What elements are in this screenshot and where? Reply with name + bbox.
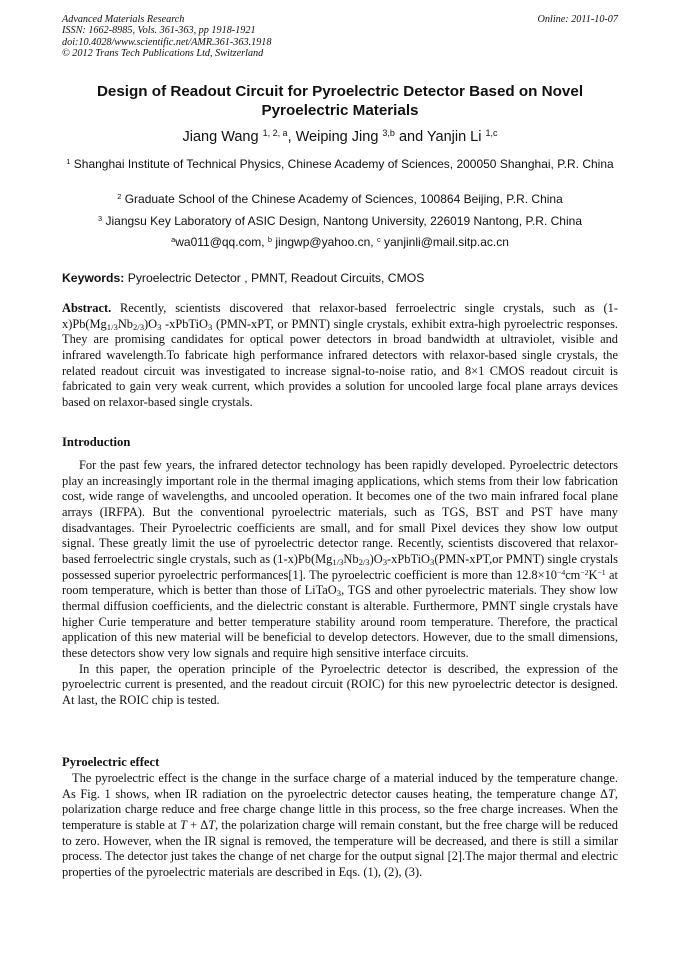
- email-link[interactable]: wa011@qq.com,: [175, 235, 268, 249]
- abstract-label: Abstract.: [62, 301, 112, 315]
- paper-title: Design of Readout Circuit for Pyroelectric Detector Based on Novel Pyroelectric Materials: [96, 83, 584, 119]
- paragraph-text: )O: [369, 551, 383, 566]
- abstract-text: (PMN-xPT, or PMNT) single crystals, exhibit extra-high pyroelectric responses. They are promising candidates for optical power detectors in broad bandwidth at ultraviolet, visible and infrared wavelength.To fabricate high performance infrared detectors with relaxor-based single crystals, the related readout circuit was investigated to increase signal-to-noise ratio, and 8×1 CMOS readout circuit is fabricated to gain very weak current, which provides a solution for uncooled large focal plane arrays devices based on relaxor-based single crystals.: [62, 316, 619, 409]
- paragraph-text: For the past few years, the infrared detector technology has been rapidly developed. Pyroelectric detectors play an increasingly important role in the thermal imaging applications, which stems from their low fabrication cost, wide range of wavelengths, and uncooled operation. It becomes one of the two main infrared focal plane arrays (IRFPA). But the conventional pyroelectric materials, such as TGS, BST and PST have many disadvantages. Their Pyroelectric coefficients are small, and for small Pixel devices they show low output signal. These greatly limit the use of pyroelectric detector range. Recently, scientists discovered that relaxor-based ferroelectric single crystals, such as (1-x)Pb(Mg: [62, 458, 618, 566]
- paragraph-text: -xPbTiO: [387, 551, 430, 566]
- paragraph-text: at room temperature, which is better than those of LiTaO: [62, 567, 619, 598]
- introduction-body: [62, 458, 618, 709]
- author-separator: ,: [287, 129, 296, 145]
- pyroelectric-effect-body: [62, 771, 618, 881]
- paragraph-text: K: [588, 567, 598, 582]
- keywords-label: Keywords:: [62, 271, 125, 285]
- subscript: 1/3: [106, 321, 118, 332]
- author-separator: and: [394, 129, 427, 145]
- abstract-text: Nb: [117, 316, 133, 331]
- online-date: Online: 2011-10-07: [537, 14, 618, 25]
- paragraph-text: (PMN-xPT,or PMNT) single crystals possessed superior pyroelectric performances[1]. The pyroelectric coefficient is more than 12.8×10: [62, 551, 618, 582]
- paragraph-text: The pyroelectric effect is the change in the surface charge of a material induced by the temperature change. As Fig. 1 shows, when IR radiation on the pyroelectric detector causes heating, the temperature change Δ: [62, 771, 618, 801]
- paragraph-text: , TGS and other pyroelectric materials. They show low thermal diffusion coefficients, and the dielectric constant is alterable. Furthermore, PMNT single crystals have higher Curie temperature and better temperature stability around room temperature. Therefore, the practical application of this new material will be beneficial to develop detectors. However, due to the small dimensions, these detectors show very low signals and require high sensitive interface circuits.: [62, 583, 618, 660]
- affiliation-3: [66, 214, 614, 230]
- paragraph-text: , the polarization charge will remain constant, but the free charge will be reduced to zero. However, when the IR signal is removed, the temperature will be decreased, and there is still a similar process. The detector just takes the change of net charge for the output signal [2].The major thermal and electric properties of the pyroelectric materials are described in Eqs. (1), (2), (3).: [62, 817, 619, 879]
- subscript: 3: [157, 321, 162, 332]
- abstract: [62, 301, 618, 411]
- copyright-line: © 2012 Trans Tech Publications Ltd, Switzerland: [62, 47, 264, 59]
- email-line: [66, 235, 614, 251]
- affiliation-text: Jiangsu Key Laboratory of ASIC Design, Nantong University, 226019 Nantong, P.R. China: [105, 214, 582, 228]
- superscript: −4: [557, 567, 566, 577]
- variable-t: T: [607, 786, 615, 801]
- variable-t: T: [208, 817, 216, 832]
- subscript: 3: [208, 321, 213, 332]
- subscript: 3: [382, 557, 388, 568]
- journal-name: Advanced Materials Research: [62, 14, 185, 25]
- subscript: 1/3: [332, 557, 344, 568]
- affiliation-2: [66, 192, 614, 208]
- affiliation-number: 2: [117, 191, 122, 201]
- subscript: 3: [429, 557, 435, 568]
- email-link[interactable]: yanjinli@mail.sitp.ac.cn: [380, 235, 509, 249]
- paragraph-text: + Δ: [186, 817, 209, 832]
- superscript: −1: [597, 567, 606, 577]
- affiliation-number: 3: [98, 213, 103, 223]
- paragraph-text: cm: [565, 567, 581, 582]
- section-heading-introduction: Introduction: [62, 435, 131, 449]
- issn-line: ISSN: 1662-8985, Vols. 361-363, pp 1918-1921: [62, 25, 256, 37]
- author-superscript: 1,c: [485, 128, 498, 139]
- email-superscript: c: [376, 234, 381, 244]
- email-superscript: b: [267, 234, 273, 244]
- paragraph-text: , polarization charge reduce and free charge change little in this process, so the free charge increases. When the temperature is stable at: [62, 786, 618, 832]
- author-line: [62, 128, 618, 146]
- author-superscript: 1, 2, a: [262, 128, 288, 139]
- variable-t: T: [180, 817, 187, 832]
- abstract-text: Recently, scientists discovered that relaxor-based ferroelectric single crystals, such as (1-x)Pb(Mg: [62, 301, 618, 331]
- journal-header: [62, 14, 618, 59]
- email-link[interactable]: jingwp@yahoo.cn,: [272, 235, 377, 249]
- section-heading-pyroelectric-effect: Pyroelectric effect: [62, 755, 160, 769]
- paragraph: [62, 771, 618, 881]
- doi-line[interactable]: doi:10.4028/www.scientific.net/AMR.361-363.1918: [62, 36, 272, 48]
- keywords: [62, 271, 618, 286]
- affiliation-text: Graduate School of the Chinese Academy of Sciences, 100864 Beijing, P.R. China: [124, 192, 563, 206]
- subscript: 2/3: [358, 557, 370, 568]
- affiliation-number: 1: [66, 156, 71, 166]
- paragraph: [62, 458, 618, 662]
- paragraph: In this paper, the operation principle of the Pyroelectric detector is described, the expression of the pyroelectric current is presented, and the readout circuit (ROIC) for this new pyroelectric detector is designed. At last, the ROIC chip is tested.: [62, 661, 618, 707]
- abstract-text: -xPbTiO: [161, 316, 208, 331]
- keywords-text: Pyroelectric Detector , PMNT, Readout Circuits, CMOS: [124, 271, 425, 285]
- affiliation-text: Shanghai Institute of Technical Physics, Chinese Academy of Sciences, 200050 Shanghai, P.R. China: [73, 157, 614, 171]
- email-superscript: a: [171, 234, 176, 244]
- paragraph-text: Nb: [343, 551, 359, 566]
- author-name: Jiang Wang: [182, 129, 259, 145]
- subscript: 3: [336, 588, 342, 599]
- affiliation-1: [66, 157, 614, 173]
- abstract-text: )O: [144, 316, 158, 331]
- author-name: Weiping Jing: [295, 129, 379, 145]
- subscript: 2/3: [132, 321, 145, 332]
- superscript: −2: [580, 567, 589, 577]
- author-superscript: 3,b: [382, 128, 395, 139]
- author-name: Yanjin Li: [426, 129, 482, 145]
